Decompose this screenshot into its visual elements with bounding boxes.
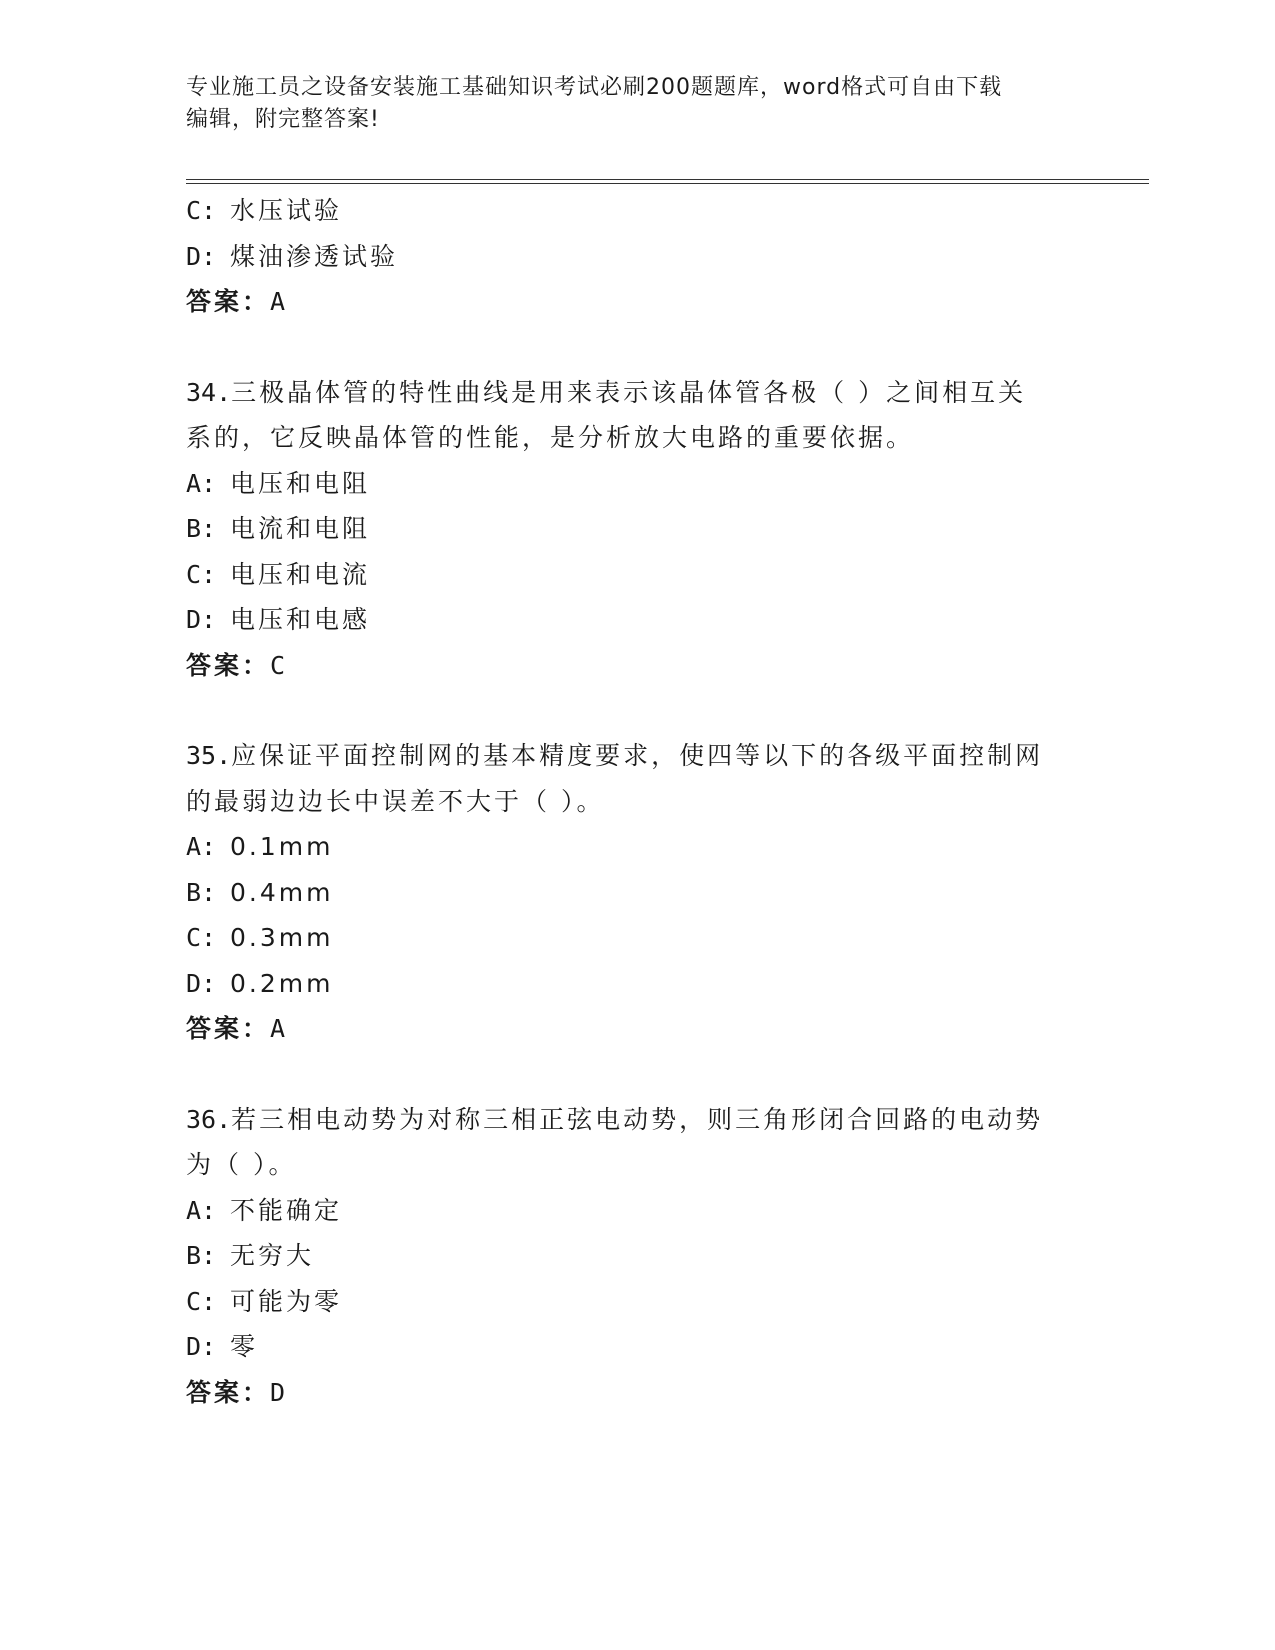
option-b — [186, 506, 1086, 552]
answer-line — [186, 643, 1086, 689]
question-stem-line: 系的，它反映晶体管的性能，是分析放大电路的重要依据。 — [186, 423, 915, 452]
option-text: 0.3mm — [230, 923, 334, 952]
question-36 — [186, 1097, 1086, 1416]
option-label: B: — [186, 514, 217, 543]
option-c — [186, 915, 1086, 961]
option-d — [186, 597, 1086, 643]
option-label: C: — [186, 923, 217, 952]
option-label: C: — [186, 1286, 217, 1316]
option-d — [186, 1324, 1086, 1370]
option-label: B: — [186, 1241, 217, 1270]
option-text: 无穷大 — [230, 1241, 315, 1270]
option-b — [186, 1233, 1086, 1279]
spacer — [186, 325, 1086, 370]
option-label: D: — [186, 605, 217, 634]
option-label: C: — [186, 559, 217, 589]
question-stem-line: 为（ ）。 — [186, 1150, 297, 1179]
question-stem-line: 的最弱边边长中误差不大于（ ）。 — [186, 786, 605, 816]
header-divider-bottom — [186, 183, 1149, 184]
option-d — [186, 234, 1086, 280]
answer-label: 答案： — [186, 650, 271, 680]
option-text: 电流和电阻 — [230, 514, 371, 543]
header-line-2: 编辑，附完整答案! — [186, 107, 380, 132]
option-c — [186, 552, 1086, 598]
option-d — [186, 961, 1086, 1007]
option-label: D: — [186, 241, 217, 271]
option-a — [186, 1188, 1086, 1234]
answer-line — [186, 1370, 1086, 1416]
answer-value: D — [270, 1377, 286, 1407]
option-label: D: — [186, 1332, 217, 1361]
answer-value: A — [270, 287, 286, 316]
option-label: A: — [186, 1195, 217, 1225]
header-divider-top — [186, 179, 1149, 180]
option-text: 零 — [230, 1332, 259, 1361]
option-label: A: — [186, 832, 217, 861]
option-c — [186, 188, 1086, 234]
option-text: 电压和电阻 — [230, 468, 371, 498]
question-35 — [186, 733, 1086, 1052]
question-stem-text: 若三相电动势为对称三相正弦电动势，则三角形闭合回路的电动势 — [231, 1104, 1044, 1134]
page-header — [186, 72, 1066, 136]
answer-label: 答案： — [186, 1014, 271, 1043]
option-text: 不能确定 — [230, 1195, 343, 1225]
answer-label: 答案： — [186, 287, 271, 316]
answer-line — [186, 279, 1086, 325]
question-stem-line — [186, 733, 1086, 779]
question-number: 35. — [186, 741, 232, 770]
option-label: B: — [186, 877, 217, 907]
option-label: A: — [186, 468, 217, 498]
option-label: D: — [186, 968, 217, 998]
option-b — [186, 870, 1086, 916]
option-a — [186, 824, 1086, 870]
question-stem-line — [186, 370, 1086, 416]
option-label: C: — [186, 196, 217, 225]
answer-label: 答案： — [186, 1377, 271, 1407]
question-33-continued — [186, 188, 1086, 325]
answer-value: A — [270, 1014, 286, 1043]
option-text: 水压试验 — [230, 196, 343, 225]
option-text: 电压和电流 — [230, 559, 371, 589]
option-text: 0.2mm — [230, 968, 334, 998]
option-a — [186, 461, 1086, 507]
option-text: 煤油渗透试验 — [230, 241, 399, 271]
option-text: 0.4mm — [230, 877, 334, 907]
question-stem-text: 应保证平面控制网的基本精度要求，使四等以下的各级平面控制网 — [231, 741, 1044, 770]
answer-value: C — [270, 650, 286, 680]
question-34 — [186, 370, 1086, 689]
spacer — [186, 688, 1086, 733]
question-stem-line — [186, 1097, 1086, 1143]
question-number: 36. — [186, 1104, 232, 1134]
header-line-1: 专业施工员之设备安装施工基础知识考试必刷200题题库，word格式可自由下载 — [186, 75, 1003, 100]
question-number: 34. — [186, 377, 232, 407]
option-text: 可能为零 — [230, 1286, 343, 1316]
option-text: 0.1mm — [230, 832, 334, 861]
answer-line — [186, 1006, 1086, 1052]
option-c — [186, 1279, 1086, 1325]
question-stem-text: 三极晶体管的特性曲线是用来表示该晶体管各极（ ）之间相互关 — [231, 377, 1027, 407]
option-text: 电压和电感 — [230, 605, 371, 634]
spacer — [186, 1052, 1086, 1097]
question-list — [186, 188, 1086, 1415]
